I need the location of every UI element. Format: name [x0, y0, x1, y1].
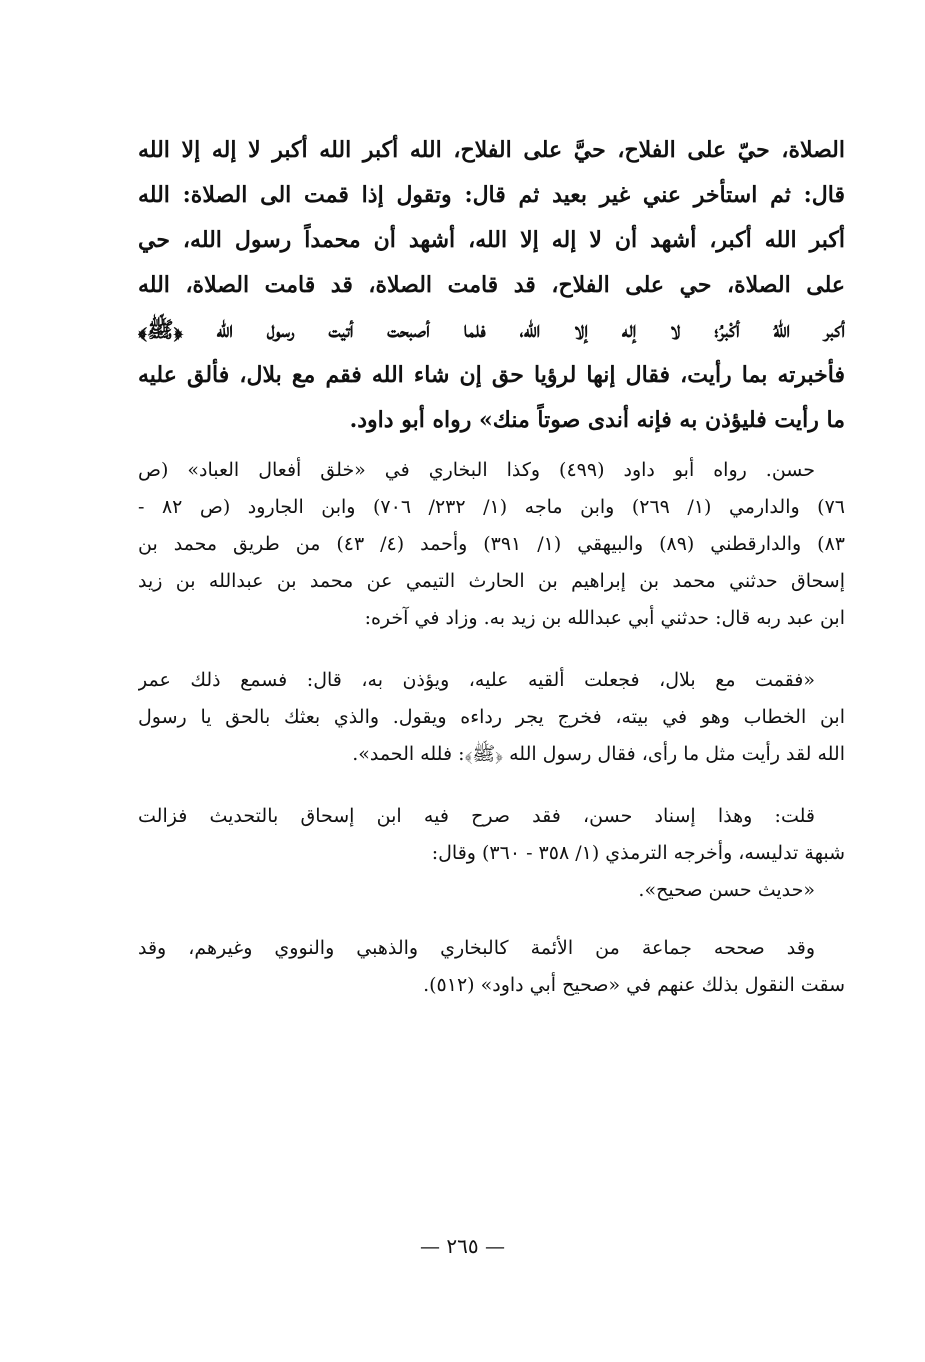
text-line: قال: ثم استأخر عني غير بعيد ثم قال: وتقول إذا قمت الى الصلاة: الله — [138, 182, 845, 208]
text-line: ابن عبد ربه قال: حدثني أبي عبدالله بن زيد به. وزاد في آخره: — [364, 607, 845, 629]
hadith-text-paragraph — [138, 128, 845, 443]
text-line: ٨٣) والدارقطني (٨٩) والبيهقي (١/ ٣٩١) وأحمد (٤/ ٤٣) من طريق محمد بن — [138, 533, 845, 555]
takhrij-footnote — [138, 452, 845, 637]
text-line: حسن. رواه أبو داود (٤٩٩) وكذا البخاري في «خلق أفعال العباد» (ص — [138, 459, 815, 481]
text-line: الصلاة، حيّ على الفلاح، حيَّ على الفلاح، الله أكبر الله أكبر لا إله إلا الله — [138, 137, 845, 163]
text-line: شبهة تدليسه، وأخرجه الترمذي (١/ ٣٥٨ - ٣٦٠) وقال: — [431, 842, 845, 864]
authentication-paragraph — [138, 930, 845, 1004]
text-line: أكبر الله أكبر، أشهد أن لا إله إلا الله، أشهد أن محمداً رسول الله، حي — [138, 227, 845, 253]
text-line: فأخبرته بما رأيت، فقال إنها لرؤيا حق إن شاء الله فقم مع بلال، فألق عليه — [138, 362, 845, 388]
text-line: على الصلاة، حي على الفلاح، قد قامت الصلاة، قد قامت الصلاة، الله — [138, 272, 845, 298]
page-number: — ٢٦٥ — — [420, 1234, 505, 1258]
text-line: ابن الخطاب وهو في بيته، فخرج يجر رداءه ويقول. والذي بعثك بالحق يا رسول — [138, 706, 845, 728]
text-line: أكبر اللهُ أكْبرُ؛ لا إله إلا الله، فلما أصبحت أتيت رسول الله ﴿ﷺ﴾ — [138, 317, 845, 343]
text-line: ٧٦) والدارمي (١/ ٢٦٩) وابن ماجه (١/ ٢٣٢/ ٧٠٦) وابن الجارود (ص ٨٢ - — [138, 496, 845, 518]
text-line: الله لقد رأيت مثل ما رأى، فقال رسول الله ﴿ﷺ﴾: فلله الحمد». — [352, 743, 845, 765]
text-line: «حديث حسن صحيح». — [638, 879, 815, 901]
text-line: قلت: وهذا إسناد حسن، فقد صرح فيه ابن إسحاق بالتحديث فزالت — [138, 805, 815, 827]
text-line: ما رأيت فليؤذن به فإنه أندى صوتاً منك» رواه أبو داود. — [349, 407, 845, 433]
text-line: إسحاق حدثني محمد بن إبراهيم بن الحارث التيمي عن محمد بن عبدالله بن زيد — [138, 570, 845, 592]
text-line: وقد صححه جماعة من الأئمة كالبخاري والذهبي والنووي وغيرهم، وقد — [138, 937, 815, 959]
text-line: سقت النقول بذلك عنهم في «صحيح أبي داود» (٥١٢). — [423, 974, 845, 996]
isnad-assessment-paragraph — [138, 798, 845, 909]
text-line: «فقمت مع بلال، فجعلت ألقيه عليه، ويؤذن به، قال: فسمع ذلك عمر — [138, 669, 815, 691]
quoted-addition-paragraph — [138, 662, 845, 773]
